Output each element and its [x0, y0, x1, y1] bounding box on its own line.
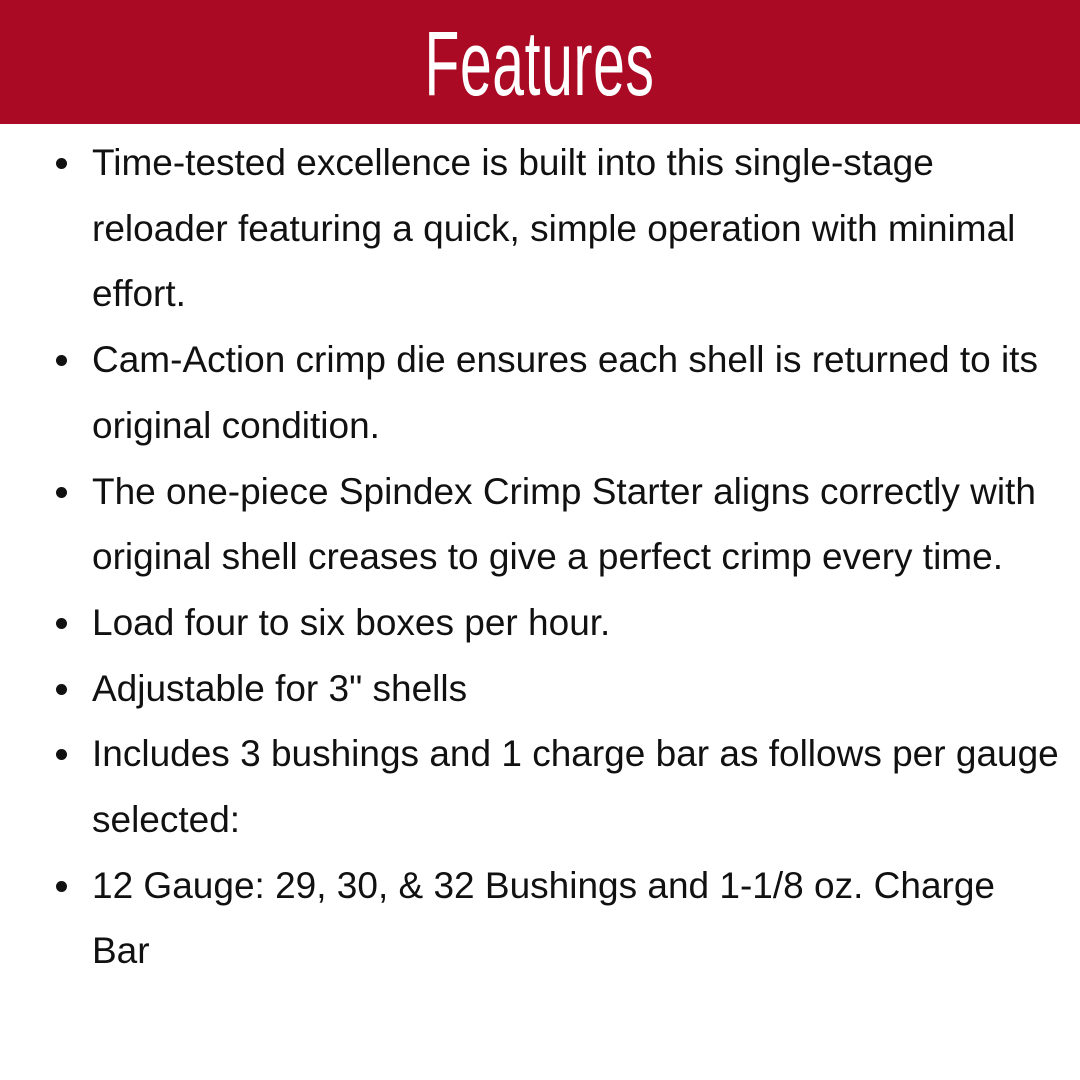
feature-text: Time-tested excellence is built into this single-stage reloader featuring a quick, simple operation with minimal effort.	[92, 142, 1016, 315]
feature-item	[0, 327, 1080, 458]
page-title: Features	[424, 13, 656, 115]
feature-item	[0, 853, 1080, 984]
feature-item	[0, 656, 1080, 722]
bullet-icon	[56, 618, 67, 629]
title-banner	[0, 0, 1080, 124]
feature-item	[0, 459, 1080, 590]
feature-text: Load four to six boxes per hour.	[92, 601, 611, 643]
feature-text: Cam-Action crimp die ensures each shell is returned to its original condition.	[92, 339, 1038, 446]
bullet-icon	[56, 355, 67, 366]
bullet-icon	[56, 749, 67, 760]
feature-text: Includes 3 bushings and 1 charge bar as follows per gauge selected:	[92, 733, 1059, 841]
bullet-icon	[56, 881, 67, 892]
feature-text: 12 Gauge: 29, 30, & 32 Bushings and 1-1/8 oz. Charge Bar	[92, 864, 996, 972]
bullet-icon	[56, 487, 67, 498]
feature-text: Adjustable for 3" shells	[92, 667, 468, 709]
bullet-icon	[56, 684, 67, 695]
feature-item	[0, 130, 1080, 327]
feature-item	[0, 590, 1080, 656]
feature-item	[0, 721, 1080, 852]
bullet-icon	[56, 158, 67, 169]
feature-text: The one-piece Spindex Crimp Starter aligns correctly with original shell creases to give a perfect crimp every time.	[92, 470, 1036, 578]
feature-list	[0, 130, 1080, 984]
